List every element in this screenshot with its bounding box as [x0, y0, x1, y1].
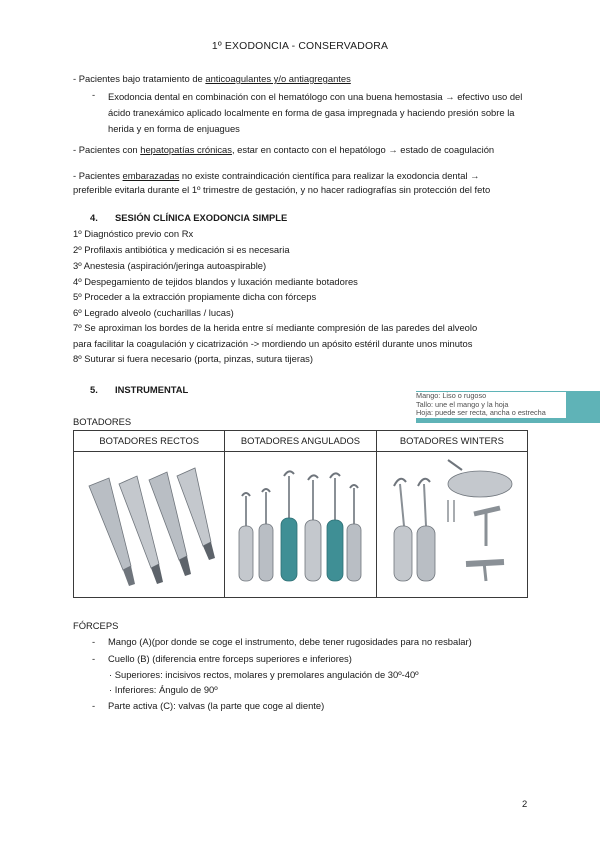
step-7-cont: para facilitar la coagulación y cicatrización -> mordiendo un apósito estéril durante unos minutos [73, 338, 473, 349]
col-header-angulados: BOTADORES ANGULADOS [225, 431, 376, 452]
forceps-label: FÓRCEPS [73, 620, 119, 631]
forceps-dash-3: - [92, 700, 96, 711]
pregnant-term: embarazadas [122, 170, 180, 181]
forceps-dash-2: - [92, 653, 96, 664]
botadores-label: BOTADORES [73, 416, 132, 427]
winters-elevators-image [382, 456, 522, 591]
forceps-item-mango: Mango (A)(por donde se coge el instrumento, debe tener rugosidades para no resbalar) [108, 636, 472, 647]
angled-elevator-icon [239, 493, 253, 581]
angled-elevator-icon [347, 485, 361, 581]
instrument-table [73, 430, 528, 598]
winters-elevator-icon [394, 478, 412, 580]
hepato-term: hepatopatías crónicas [140, 144, 232, 155]
hepato-suffix: , estar en contacto con el hepatólogo → estado de coagulación [231, 144, 495, 155]
section-5-title: INSTRUMENTAL [115, 384, 189, 395]
step-7: 7º Se aproximan los bordes de la herida entre sí mediante compresión de las paredes del alveolo [73, 322, 478, 333]
col-header-winters: BOTADORES WINTERS [376, 431, 527, 452]
step-4: 4º Despegamiento de tejidos blandos y luxación mediante botadores [73, 276, 358, 287]
section-4-number: 4. [90, 212, 98, 223]
forceps-sub-inferiores: · Inferiores: Ángulo de 90º [109, 684, 218, 695]
forceps-sub-superiores: · Superiores: incisivos rectos, molares y premolares angulación de 30º-40º [109, 669, 419, 680]
angled-elevator-icon [281, 471, 297, 581]
pregnant-paragraph [73, 170, 480, 182]
pregnant-line-2: preferible evitarla durante el 1º trimestre de gestación, y no hacer radiografías sin protección del feto [73, 184, 491, 195]
section-4-title: SESIÓN CLÍNICA EXODONCIA SIMPLE [115, 212, 288, 223]
anticoag-term: anticoagulantes y/o antiagregantes [205, 73, 351, 84]
section-5-heading [90, 384, 188, 396]
hepato-prefix: - Pacientes con [73, 144, 141, 155]
step-2: 2º Profilaxis antibiótica y medicación si es necesaria [73, 244, 290, 255]
step-5: 5º Proceder a la extracción propiamente dicha con fórceps [73, 291, 317, 302]
note-tallo: Tallo: une el mango y la hoja [416, 399, 509, 409]
anticoag-prefix: - Pacientes bajo tratamiento de [73, 73, 206, 84]
forceps-item-cuello: Cuello (B) (diferencia entre forceps superiores e inferiores) [108, 653, 352, 664]
hepato-paragraph [73, 144, 494, 156]
col-header-rectos: BOTADORES RECTOS [74, 431, 225, 452]
section-5-number: 5. [90, 384, 98, 395]
winters-tip-icon [448, 500, 454, 522]
cell-winters [376, 452, 527, 598]
section-4-heading [90, 212, 287, 224]
forceps-dash-1: - [92, 636, 96, 647]
anticoag-detail: Exodoncia dental en combinación con el hematólogo con una buena hemostasia → efectivo uso del ácido tranexámico aplicado localmente en forma de gasa impregnada y haciendo presión sobre la herida y en forma de enjuagues [108, 91, 523, 134]
winters-t-handle-icon [448, 460, 512, 581]
step-3: 3º Anestesia (aspiración/jeringa autoaspirable) [73, 260, 267, 271]
angled-elevator-icon [305, 475, 321, 581]
winters-elevator-icon [417, 478, 435, 580]
step-8: 8º Suturar si fuera necesario (porta, pinzas, sutura tijeras) [73, 353, 313, 364]
step-6: 6º Legrado alveolo (cucharillas / lucas) [73, 307, 234, 318]
cell-angulados [225, 452, 376, 598]
angled-elevator-icon [327, 473, 343, 581]
pregnant-suffix: no existe contraindicación científica para realizar la exodoncia dental → [179, 170, 480, 181]
step-1: 1º Diagnóstico previo con Rx [73, 228, 194, 239]
angled-elevators-image [230, 456, 370, 591]
anticoag-paragraph [73, 73, 351, 85]
side-note [416, 391, 600, 423]
page-number: 2 [522, 798, 528, 809]
forceps-item-parte-activa: Parte activa (C): valvas (la parte que coge al diente) [108, 700, 325, 711]
note-hoja: Hoja: puede ser recta, ancha o estrecha [416, 408, 546, 418]
pregnant-prefix: - Pacientes [73, 170, 123, 181]
page-title: 1º EXODONCIA - CONSERVADORA [211, 41, 389, 52]
straight-elevators-image [79, 456, 219, 591]
note-mango: Mango: Liso o rugoso [416, 391, 487, 400]
angled-elevator-icon [259, 489, 273, 581]
cell-rectos [74, 452, 225, 598]
side-note-text [416, 392, 566, 418]
anticoag-dash: - [92, 89, 96, 100]
